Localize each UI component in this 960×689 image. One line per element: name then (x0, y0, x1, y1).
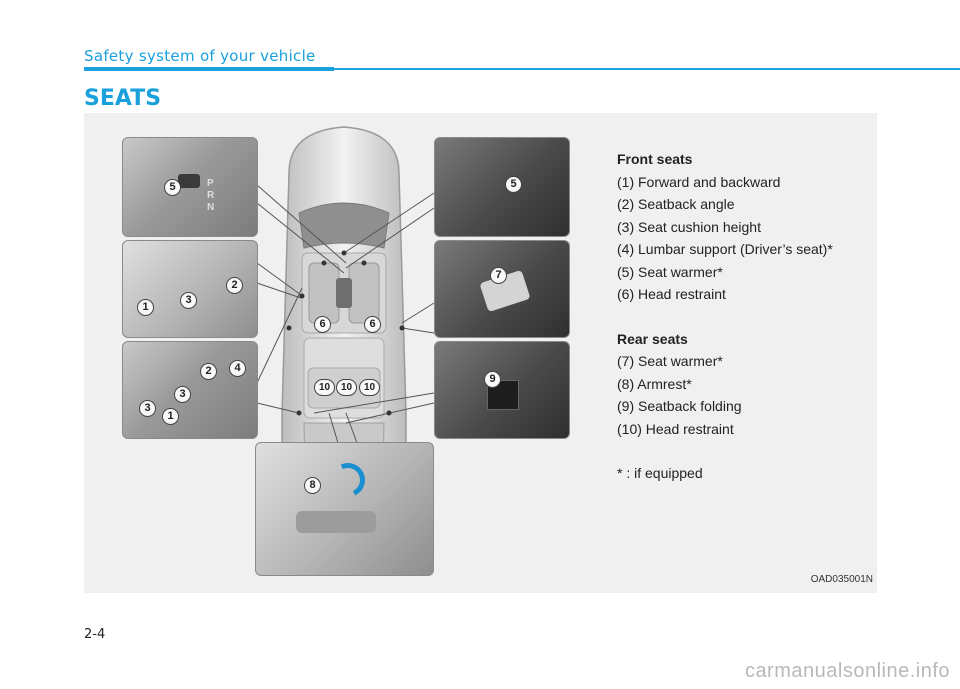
seatback-folding-photo (434, 341, 570, 439)
rear-armrest-photo (255, 442, 434, 576)
callout-2: 2 (200, 363, 217, 380)
callout-8: 8 (304, 477, 321, 494)
callout-10: 10 (314, 379, 335, 396)
shifter-label: P R N (207, 178, 215, 213)
callout-10: 10 (336, 379, 357, 396)
callout-3: 3 (174, 386, 191, 403)
page-number: 2-4 (84, 627, 106, 642)
legend-item: (4) Lumbar support (Driver’s seat)* (617, 241, 833, 257)
warmer-switch (178, 174, 200, 188)
legend-item: (2) Seatback angle (617, 196, 735, 212)
armrest (296, 511, 376, 533)
callout-10: 10 (359, 379, 380, 396)
seat-warmer-photo-front (122, 137, 258, 237)
fold-arrow-icon (326, 458, 370, 502)
seat-legend (617, 148, 833, 485)
callout-1: 1 (137, 299, 154, 316)
callout-9: 9 (484, 371, 501, 388)
legend-item: (9) Seatback folding (617, 398, 742, 414)
callout-6: 6 (314, 316, 331, 333)
callout-1: 1 (162, 408, 179, 425)
seat-warmer-photo-console (434, 137, 570, 237)
legend-item: (1) Forward and backward (617, 173, 781, 190)
rear-seat-warmer-photo (434, 240, 570, 338)
callout-3: 3 (180, 292, 197, 309)
callout-2: 2 (226, 277, 243, 294)
header-accent-bar (84, 67, 334, 71)
watermark: carmanualsonline.info (744, 660, 950, 682)
legend-item: (10) Head restraint (617, 420, 734, 437)
figure-reference-code: OAD035001N (810, 574, 873, 585)
legend-item: (8) Armrest* (617, 375, 692, 392)
legend-item: (6) Head restraint (617, 286, 726, 302)
callout-3: 3 (139, 400, 156, 417)
legend-item: (5) Seat warmer* (617, 263, 723, 280)
callout-4: 4 (229, 360, 246, 377)
callout-5: 5 (505, 176, 522, 193)
header-rule (334, 68, 960, 70)
legend-heading-front: Front seats (617, 151, 693, 167)
legend-footnote: * : if equipped (617, 465, 703, 481)
section-header: Safety system of your vehicle (84, 47, 316, 65)
callout-7: 7 (490, 267, 507, 284)
page-title: SEATS (84, 86, 162, 111)
legend-item: (7) Seat warmer* (617, 353, 723, 369)
callout-5: 5 (164, 179, 181, 196)
legend-heading-rear: Rear seats (617, 330, 688, 347)
legend-item: (3) Seat cushion height (617, 218, 761, 235)
callout-6: 6 (364, 316, 381, 333)
